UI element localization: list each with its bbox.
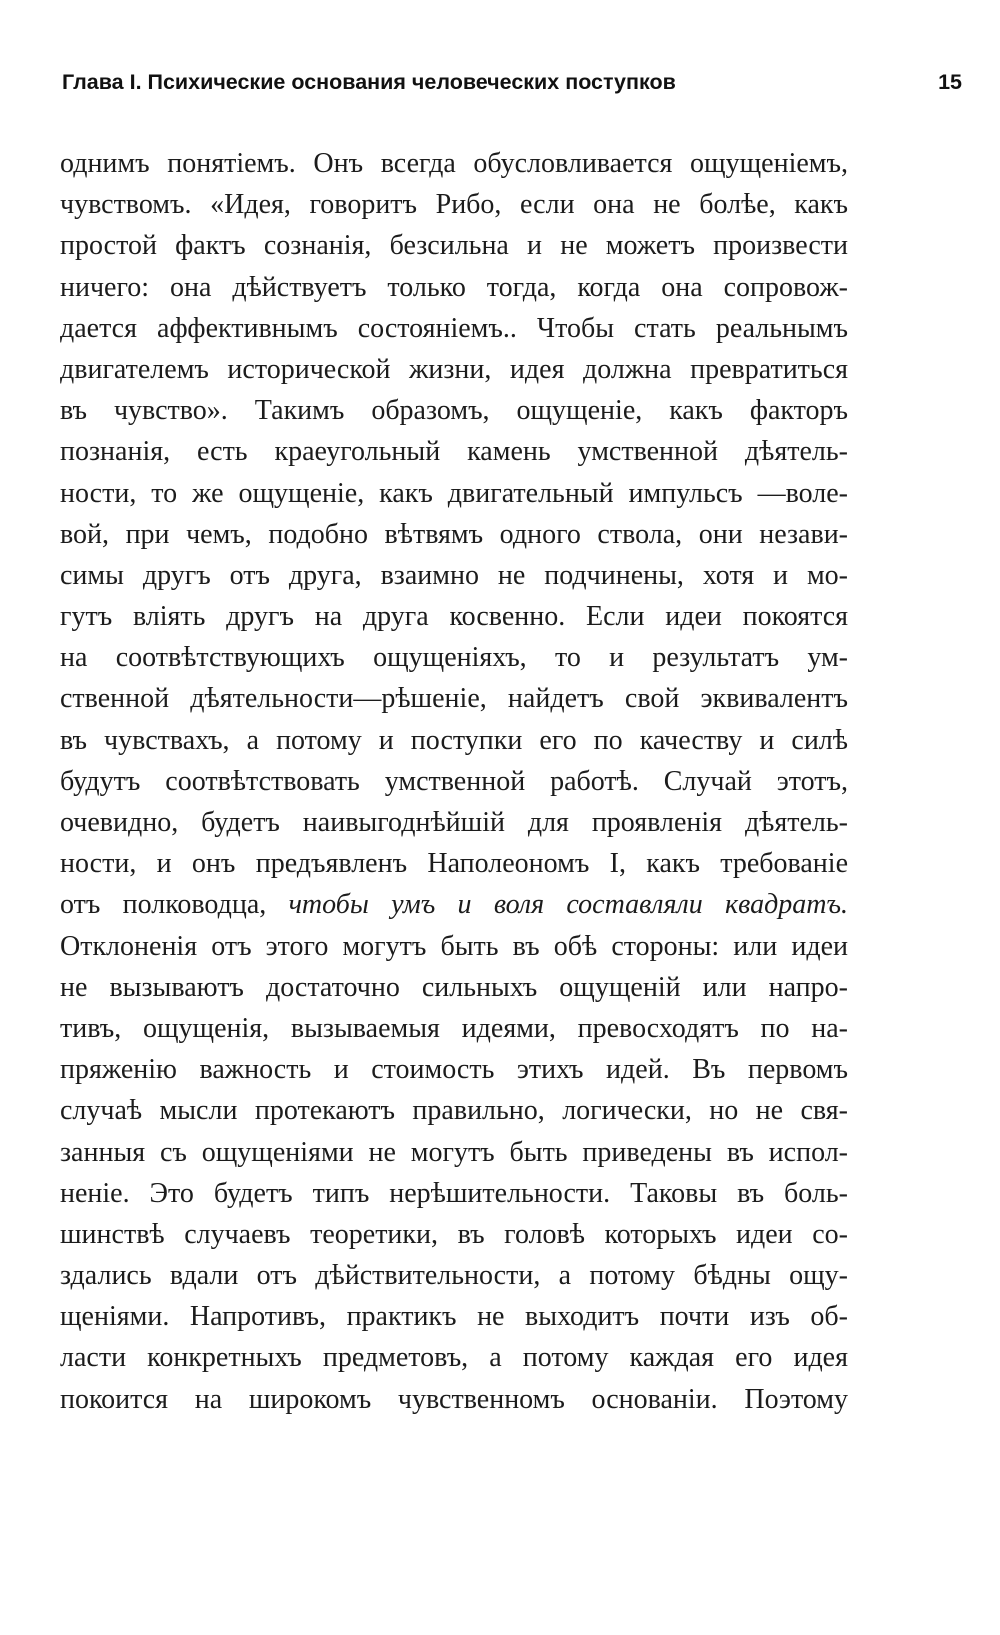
text-line: занныя съ ощущеніями не могутъ быть приведены въ испол- bbox=[60, 1136, 848, 1168]
text-line: ласти конкретныхъ предметовъ, а потому каждая его идея bbox=[60, 1342, 848, 1374]
text-line: познанія, есть краеугольный камень умственной дѣятель- bbox=[60, 436, 848, 468]
italic-emphasis: чтобы умъ и воля составляли квадратъ. bbox=[288, 889, 848, 921]
text-line: ственной дѣятельности—рѣшеніе, найдетъ свой эквивалентъ bbox=[60, 683, 848, 715]
text-line: покоится на широкомъ чувственномъ основаніи. Поэтому bbox=[60, 1383, 848, 1415]
text-line: въ чувствахъ, а потому и поступки его по качеству и силѣ bbox=[60, 724, 848, 756]
text-line: на соотвѣтствующихъ ощущеніяхъ, то и результатъ ум- bbox=[60, 642, 848, 674]
text-line: ности, и онъ предъявленъ Наполеономъ I, какъ требованіе bbox=[60, 848, 848, 880]
text-line: двигателемъ исторической жизни, идея должна превратиться bbox=[60, 353, 848, 385]
text-line: дается аффективнымъ состояніемъ.. Чтобы стать реальнымъ bbox=[60, 312, 848, 344]
text-line: неніе. Это будетъ типъ нерѣшительности. Таковы въ боль- bbox=[60, 1177, 848, 1209]
running-title: Глава I. Психические основания человеческих поступков bbox=[62, 70, 676, 94]
text-line: чувствомъ. «Идея, говоритъ Рибо, если она не болѣе, какъ bbox=[60, 189, 848, 221]
running-head bbox=[62, 70, 962, 110]
text-line: гутъ вліять другъ на друга косвенно. Если идеи покоятся bbox=[60, 601, 848, 633]
text-line-with-emphasis bbox=[60, 884, 848, 925]
text-line: простой фактъ сознанія, безсильна и не можетъ произвести bbox=[60, 230, 848, 262]
text-line: вой, при чемъ, подобно вѣтвямъ одного ствола, они незави- bbox=[60, 518, 848, 550]
line-lead-text: отъ полководца, bbox=[60, 889, 289, 921]
text-line: Отклоненія отъ этого могутъ быть въ обѣ стороны: или идеи bbox=[60, 930, 848, 962]
text-line: очевидно, будетъ наивыгоднѣйшій для проявленія дѣятель- bbox=[60, 807, 848, 838]
text-line: случаѣ мысли протекаютъ правильно, логически, но не свя- bbox=[60, 1095, 848, 1127]
text-line: ничего: она дѣйствуетъ только тогда, когда она сопровож- bbox=[60, 271, 848, 303]
text-line: будутъ соотвѣтствовать умственной работѣ. Случай этотъ, bbox=[60, 765, 848, 797]
text-line: не вызываютъ достаточно сильныхъ ощущеній или напро- bbox=[60, 971, 848, 1003]
text-line: тивъ, ощущенія, вызываемыя идеями, превосходятъ по на- bbox=[60, 1012, 848, 1044]
text-line: пряженію важность и стоимость этихъ идей. Въ первомъ bbox=[60, 1054, 848, 1086]
text-line: шинствѣ случаевъ теоретики, въ головѣ которыхъ идеи со- bbox=[60, 1218, 848, 1250]
text-line: однимъ понятіемъ. Онъ всегда обусловливается ощущеніемъ, bbox=[60, 148, 848, 179]
text-line: въ чувство». Такимъ образомъ, ощущеніе, какъ факторъ bbox=[60, 395, 848, 427]
text-line: здались вдали отъ дѣйствительности, а потому бѣдны ощу- bbox=[60, 1260, 848, 1292]
text-line: симы другъ отъ друга, взаимно не подчинены, хотя и мо- bbox=[60, 559, 848, 591]
text-line: ности, то же ощущеніе, какъ двигательный импульсъ —воле- bbox=[60, 477, 848, 509]
text-line: щеніями. Напротивъ, практикъ не выходитъ почти изъ об- bbox=[60, 1301, 848, 1333]
page-number: 15 bbox=[938, 70, 962, 94]
body-text bbox=[60, 143, 848, 1420]
